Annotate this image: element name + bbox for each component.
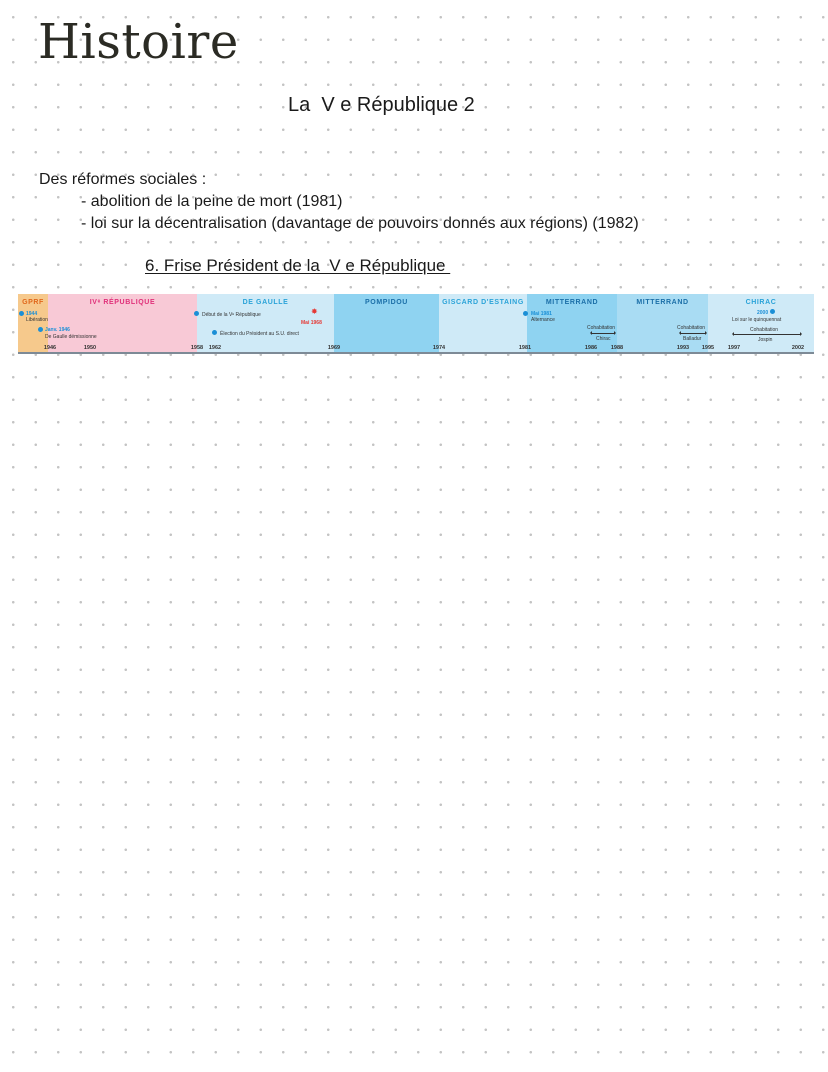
event-year: 1944 (26, 311, 38, 317)
period-arrow (734, 334, 800, 335)
event-label: Cohabitation (587, 325, 616, 331)
year-label: 1981 (518, 345, 532, 351)
presidents-timeline (18, 294, 814, 354)
year-label: 1993 (676, 345, 690, 351)
star-icon: ✸ (311, 307, 318, 316)
event-label: Alternance (531, 317, 555, 323)
reform-item: - loi sur la décentralisation (davantage de pouvoirs donnés aux régions) (1982) (81, 215, 639, 232)
period-iv-republique (48, 294, 197, 354)
event-label: Cohabitation (677, 325, 706, 331)
frise-heading: 6. Frise Président de la V e République (145, 256, 451, 275)
event-dot (19, 311, 24, 316)
period-arrow (681, 333, 705, 334)
year-label: 1969 (327, 345, 341, 351)
period-label: CHIRAC (745, 299, 777, 306)
page-title: Histoire (38, 14, 239, 70)
year-label: 1958 (190, 345, 204, 351)
year-label: 1950 (83, 345, 97, 351)
event-dot (770, 309, 775, 314)
event-label: Cohabitation (750, 327, 779, 333)
year-label: 1995 (701, 345, 715, 351)
period-giscard (439, 294, 527, 354)
year-label: 1997 (727, 345, 741, 351)
event-label: Balladur (683, 336, 702, 342)
year-label: 1962 (208, 345, 222, 351)
year-label: 1986 (584, 345, 598, 351)
event-year: 2000 (757, 310, 769, 316)
period-label: IVᵉ RÉPUBLIQUE (89, 299, 156, 306)
year-label: 1974 (432, 345, 446, 351)
period-label: POMPIDOU (365, 299, 408, 306)
period-label: GPRF (22, 299, 44, 306)
period-label: DE GAULLE (242, 299, 289, 306)
event-label: Chirac (596, 336, 611, 342)
event-date: Mai 1981 (531, 311, 552, 317)
year-label: 1988 (610, 345, 624, 351)
event-label: Élection du Président au S.U. direct (220, 331, 299, 337)
reform-item: - abolition de la peine de mort (1981) (81, 193, 343, 210)
lesson-subtitle: La V e République 2 (288, 94, 475, 116)
period-arrow (592, 333, 614, 334)
period-label: MITTERRAND (545, 299, 599, 306)
reforms-section (39, 169, 639, 235)
period-mitterrand-2 (617, 294, 708, 354)
period-label: MITTERRAND (636, 299, 689, 306)
reforms-heading: Des réformes sociales : (39, 171, 207, 188)
year-label: 2002 (791, 345, 805, 351)
timeline-axis (18, 352, 814, 354)
year-label: 1946 (43, 345, 57, 351)
event-label: De Gaulle démissionne (45, 334, 97, 340)
event-label: Début de la Vᵉ République (202, 312, 261, 318)
event-label: Libération (26, 317, 48, 323)
period-mitterrand-1 (527, 294, 617, 354)
event-dot (212, 330, 217, 335)
event-date: Janv. 1946 (45, 327, 70, 333)
event-dot (523, 311, 528, 316)
event-dot (38, 327, 43, 332)
event-label: Loi sur le quinquennat (732, 317, 782, 323)
event-date: Mai 1968 (301, 320, 322, 326)
period-pompidou (334, 294, 439, 354)
event-dot (194, 311, 199, 316)
period-label: GISCARD D'ESTAING (442, 299, 524, 306)
event-label: Jospin (758, 337, 773, 343)
